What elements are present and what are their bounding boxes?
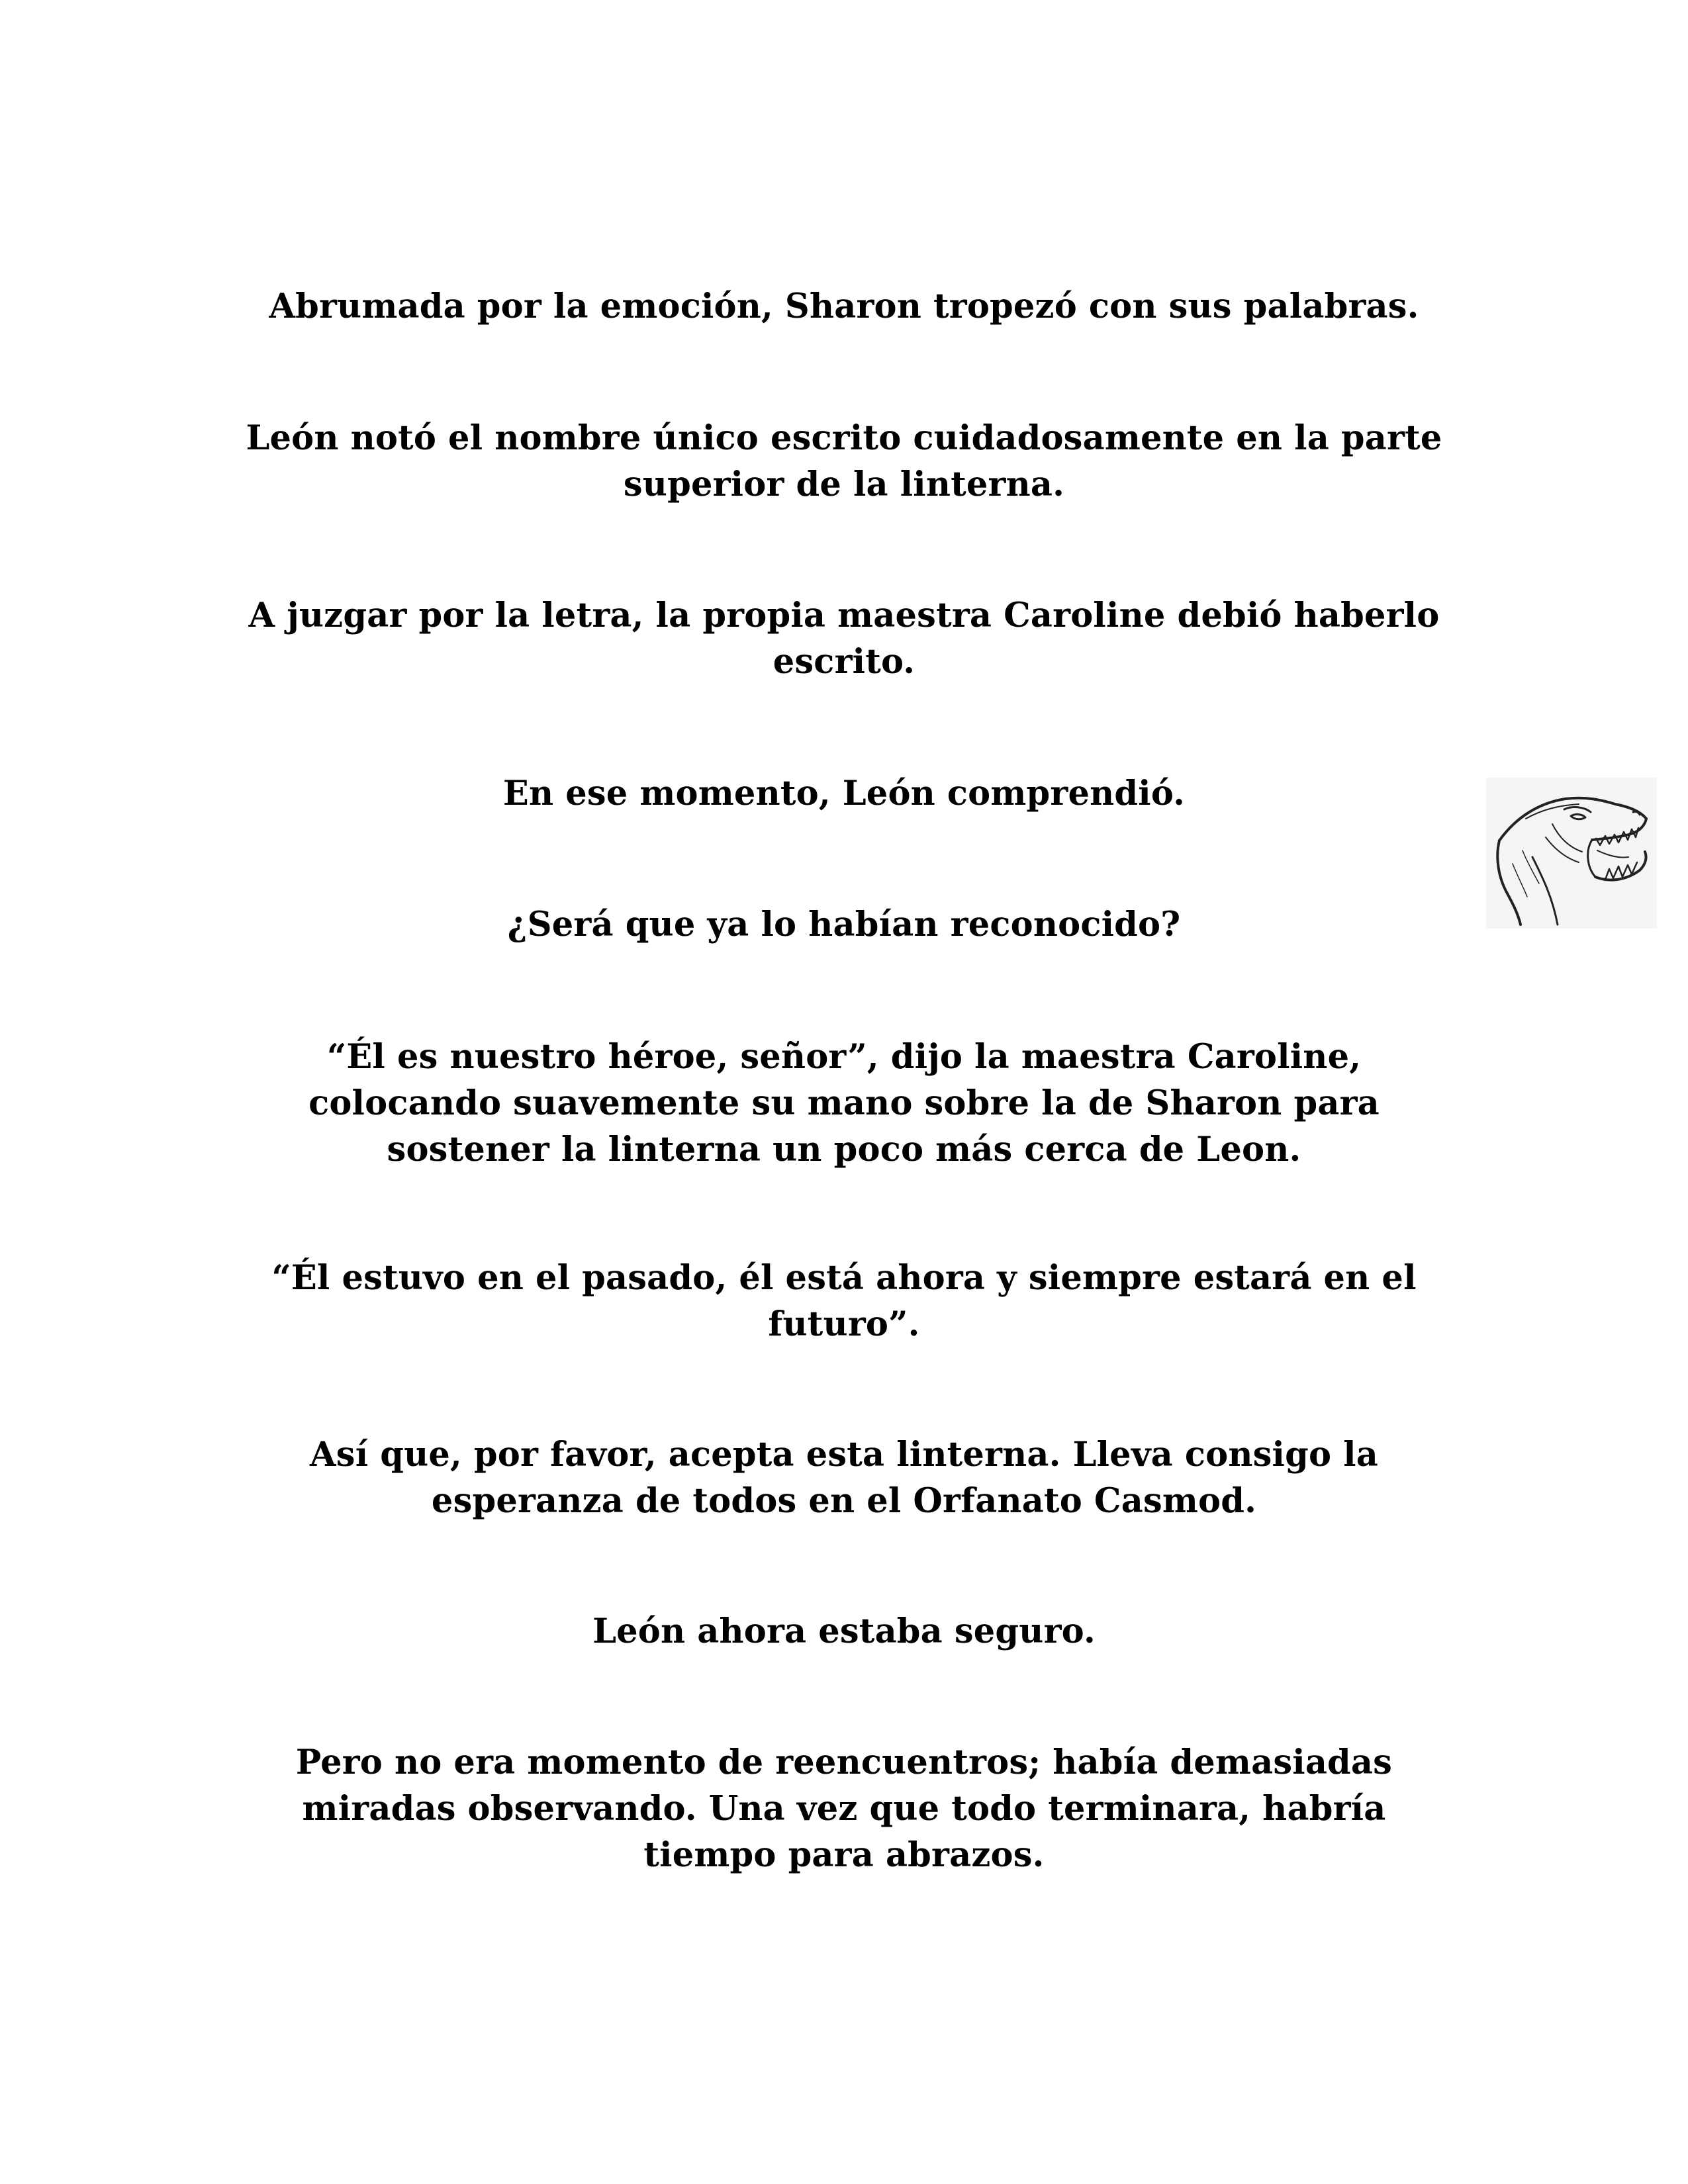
paragraph-line: Pero no era momento de reencuentros; había demasiadas [295,1743,1393,1782]
paragraph-2 [199,415,1489,508]
paragraph-line: “Él es nuestro héroe, señor”, dijo la maestra Caroline, [326,1037,1362,1077]
paragraph-line: En ese momento, León comprendió. [502,774,1186,813]
paragraph-line: sostener la linterna un poco más cerca de Leon. [387,1130,1301,1169]
paragraph-line: futuro”. [768,1304,920,1344]
paragraph-line: escrito. [773,642,915,682]
paragraph-9 [199,1608,1489,1655]
paragraph-line: León ahora estaba seguro. [592,1612,1096,1651]
paragraph-1 [199,283,1489,330]
paragraph-line: A juzgar por la letra, la propia maestra Caroline debió haberlo [248,596,1440,635]
paragraph-line: Así que, por favor, acepta esta linterna. Lleva consigo la [310,1435,1378,1475]
paragraph-7 [199,1255,1489,1347]
paragraph-line: superior de la linterna. [623,465,1065,504]
paragraph-line: “Él estuvo en el pasado, él está ahora y siempre estará en el [271,1258,1417,1298]
dinosaur-head-sketch-icon [1486,778,1657,929]
paragraph-3 [199,592,1489,685]
paragraph-6 [199,1034,1489,1173]
paragraph-4 [199,770,1489,817]
paragraph-line: tiempo para abrazos. [643,1835,1045,1875]
paragraph-line: ¿Será que ya lo habían reconocido? [507,905,1181,944]
paragraph-line: León notó el nombre único escrito cuidadosamente en la parte [246,418,1442,458]
paragraph-line: colocando suavemente su mano sobre la de Sharon para [308,1083,1380,1123]
paragraph-line: Abrumada por la emoción, Sharon tropezó con sus palabras. [269,287,1419,326]
paragraph-5 [199,901,1489,948]
paragraph-line: esperanza de todos en el Orfanato Casmod. [431,1481,1257,1521]
paragraph-line: miradas observando. Una vez que todo terminara, habría [302,1789,1386,1829]
paragraph-8 [199,1432,1489,1524]
paragraph-10 [199,1739,1489,1878]
